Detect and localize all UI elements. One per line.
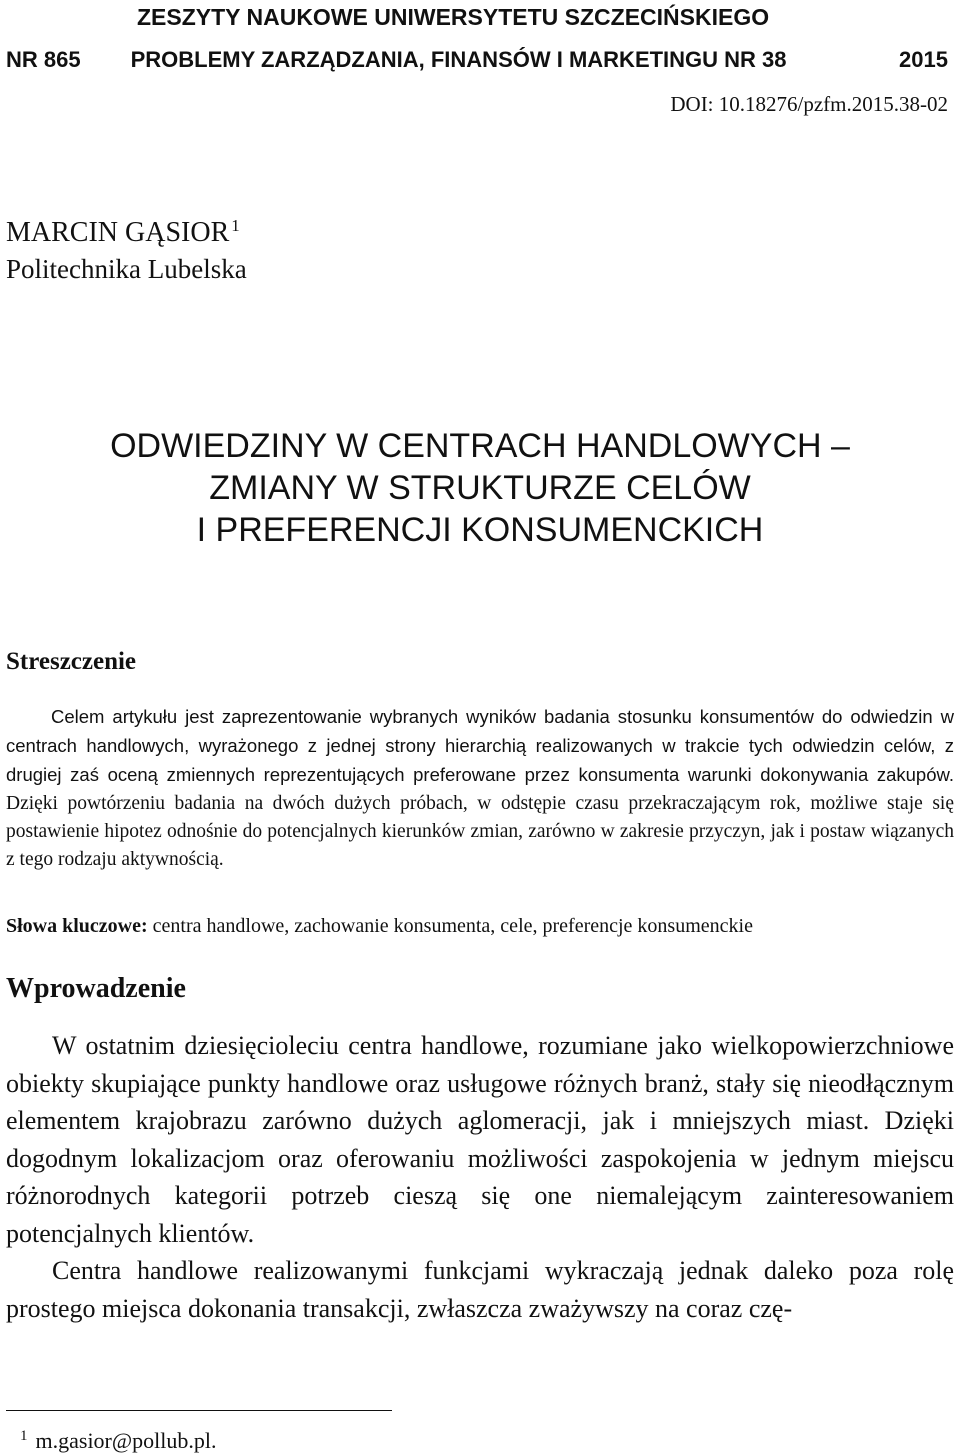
- keywords: [6, 912, 954, 940]
- abstract-heading: Streszczenie: [6, 648, 137, 675]
- section-heading: Wprowadzenie: [6, 973, 186, 1004]
- footnote: [20, 1428, 216, 1454]
- body-text: [6, 1027, 954, 1327]
- journal-series: PROBLEMY ZARZĄDZANIA, FINANSÓW I MARKETINGU NR 38: [130, 47, 787, 72]
- abstract-text: [6, 703, 954, 874]
- article-title: [0, 425, 960, 551]
- article-title-line: ODWIEDZINY W CENTRACH HANDLOWYCH –: [110, 427, 850, 465]
- journal-number: NR 865: [6, 47, 81, 72]
- footnote-email: m.gasior@pollub.pl.: [35, 1428, 217, 1453]
- footnote-divider: [6, 1410, 392, 1411]
- abstract-text-sans: Celem artykułu jest zaprezentowanie wybranych wyników badania stosunku konsumentów do odwiedzin w centrach handlowych, wyrażonego z jednej strony hierarchią realizowanych w trakcie tych odwiedzin celów, z drugiej zaś oceną zmiennych reprezentujących preferowane przez konsumenta warunki dokonywania zakupów.: [6, 706, 954, 785]
- author-name: [6, 216, 240, 249]
- journal-title: ZESZYTY NAUKOWE UNIWERSYTETU SZCZECIŃSKIEGO: [137, 4, 770, 30]
- body-paragraph: Centra handlowe realizowanymi funkcjami wykraczają jednak daleko poza rolę prostego miejsca dokonania transakcji, zwłaszcza zważywszy na coraz czę-: [6, 1256, 954, 1323]
- article-title-line: ZMIANY W STRUKTURZE CELÓW: [209, 469, 751, 507]
- article-title-line: I PREFERENCJI KONSUMENCKICH: [196, 511, 764, 549]
- author-footnote-mark: 1: [231, 216, 240, 235]
- author-affiliation: Politechnika Lubelska: [6, 254, 247, 284]
- footnote-mark: 1: [20, 1428, 28, 1444]
- author-name-text: MARCIN GĄSIOR: [6, 217, 230, 248]
- keywords-text: centra handlowe, zachowanie konsumenta, cele, preferencje konsumenckie: [147, 915, 753, 937]
- abstract-text-serif: Dzięki powtórzeniu badania na dwóch dużych próbach, w odstępie czasu przekraczającym rok, możliwe staje się postawienie hipotez odnośnie do potencjalnych kierunków zmian, zarówno w zakresie przyczyn, jak i postaw wiązanych z tego rodzaju aktywnością.: [6, 793, 954, 870]
- doi: DOI: 10.18276/pzfm.2015.38-02: [670, 92, 948, 116]
- keywords-label: Słowa kluczowe:: [6, 915, 148, 937]
- body-paragraph: W ostatnim dziesięcioleciu centra handlowe, rozumiane jako wielkopowierzchniowe obiekty skupiające punkty handlowe oraz usługowe różnych branż, stały się nieodłącznym elementem krajobrazu zarówno dużych aglomeracji, jak i mniejszych miast. Dzięki dogodnym lokalizacjom oraz oferowaniu możliwości zaspokojenia w jednym miejscu różnorodnych kategorii potrzeb cieszą się one niemalejącym zainteresowaniem potencjalnych klientów.: [6, 1031, 954, 1248]
- journal-year: 2015: [899, 47, 948, 72]
- issue-line: [6, 47, 948, 73]
